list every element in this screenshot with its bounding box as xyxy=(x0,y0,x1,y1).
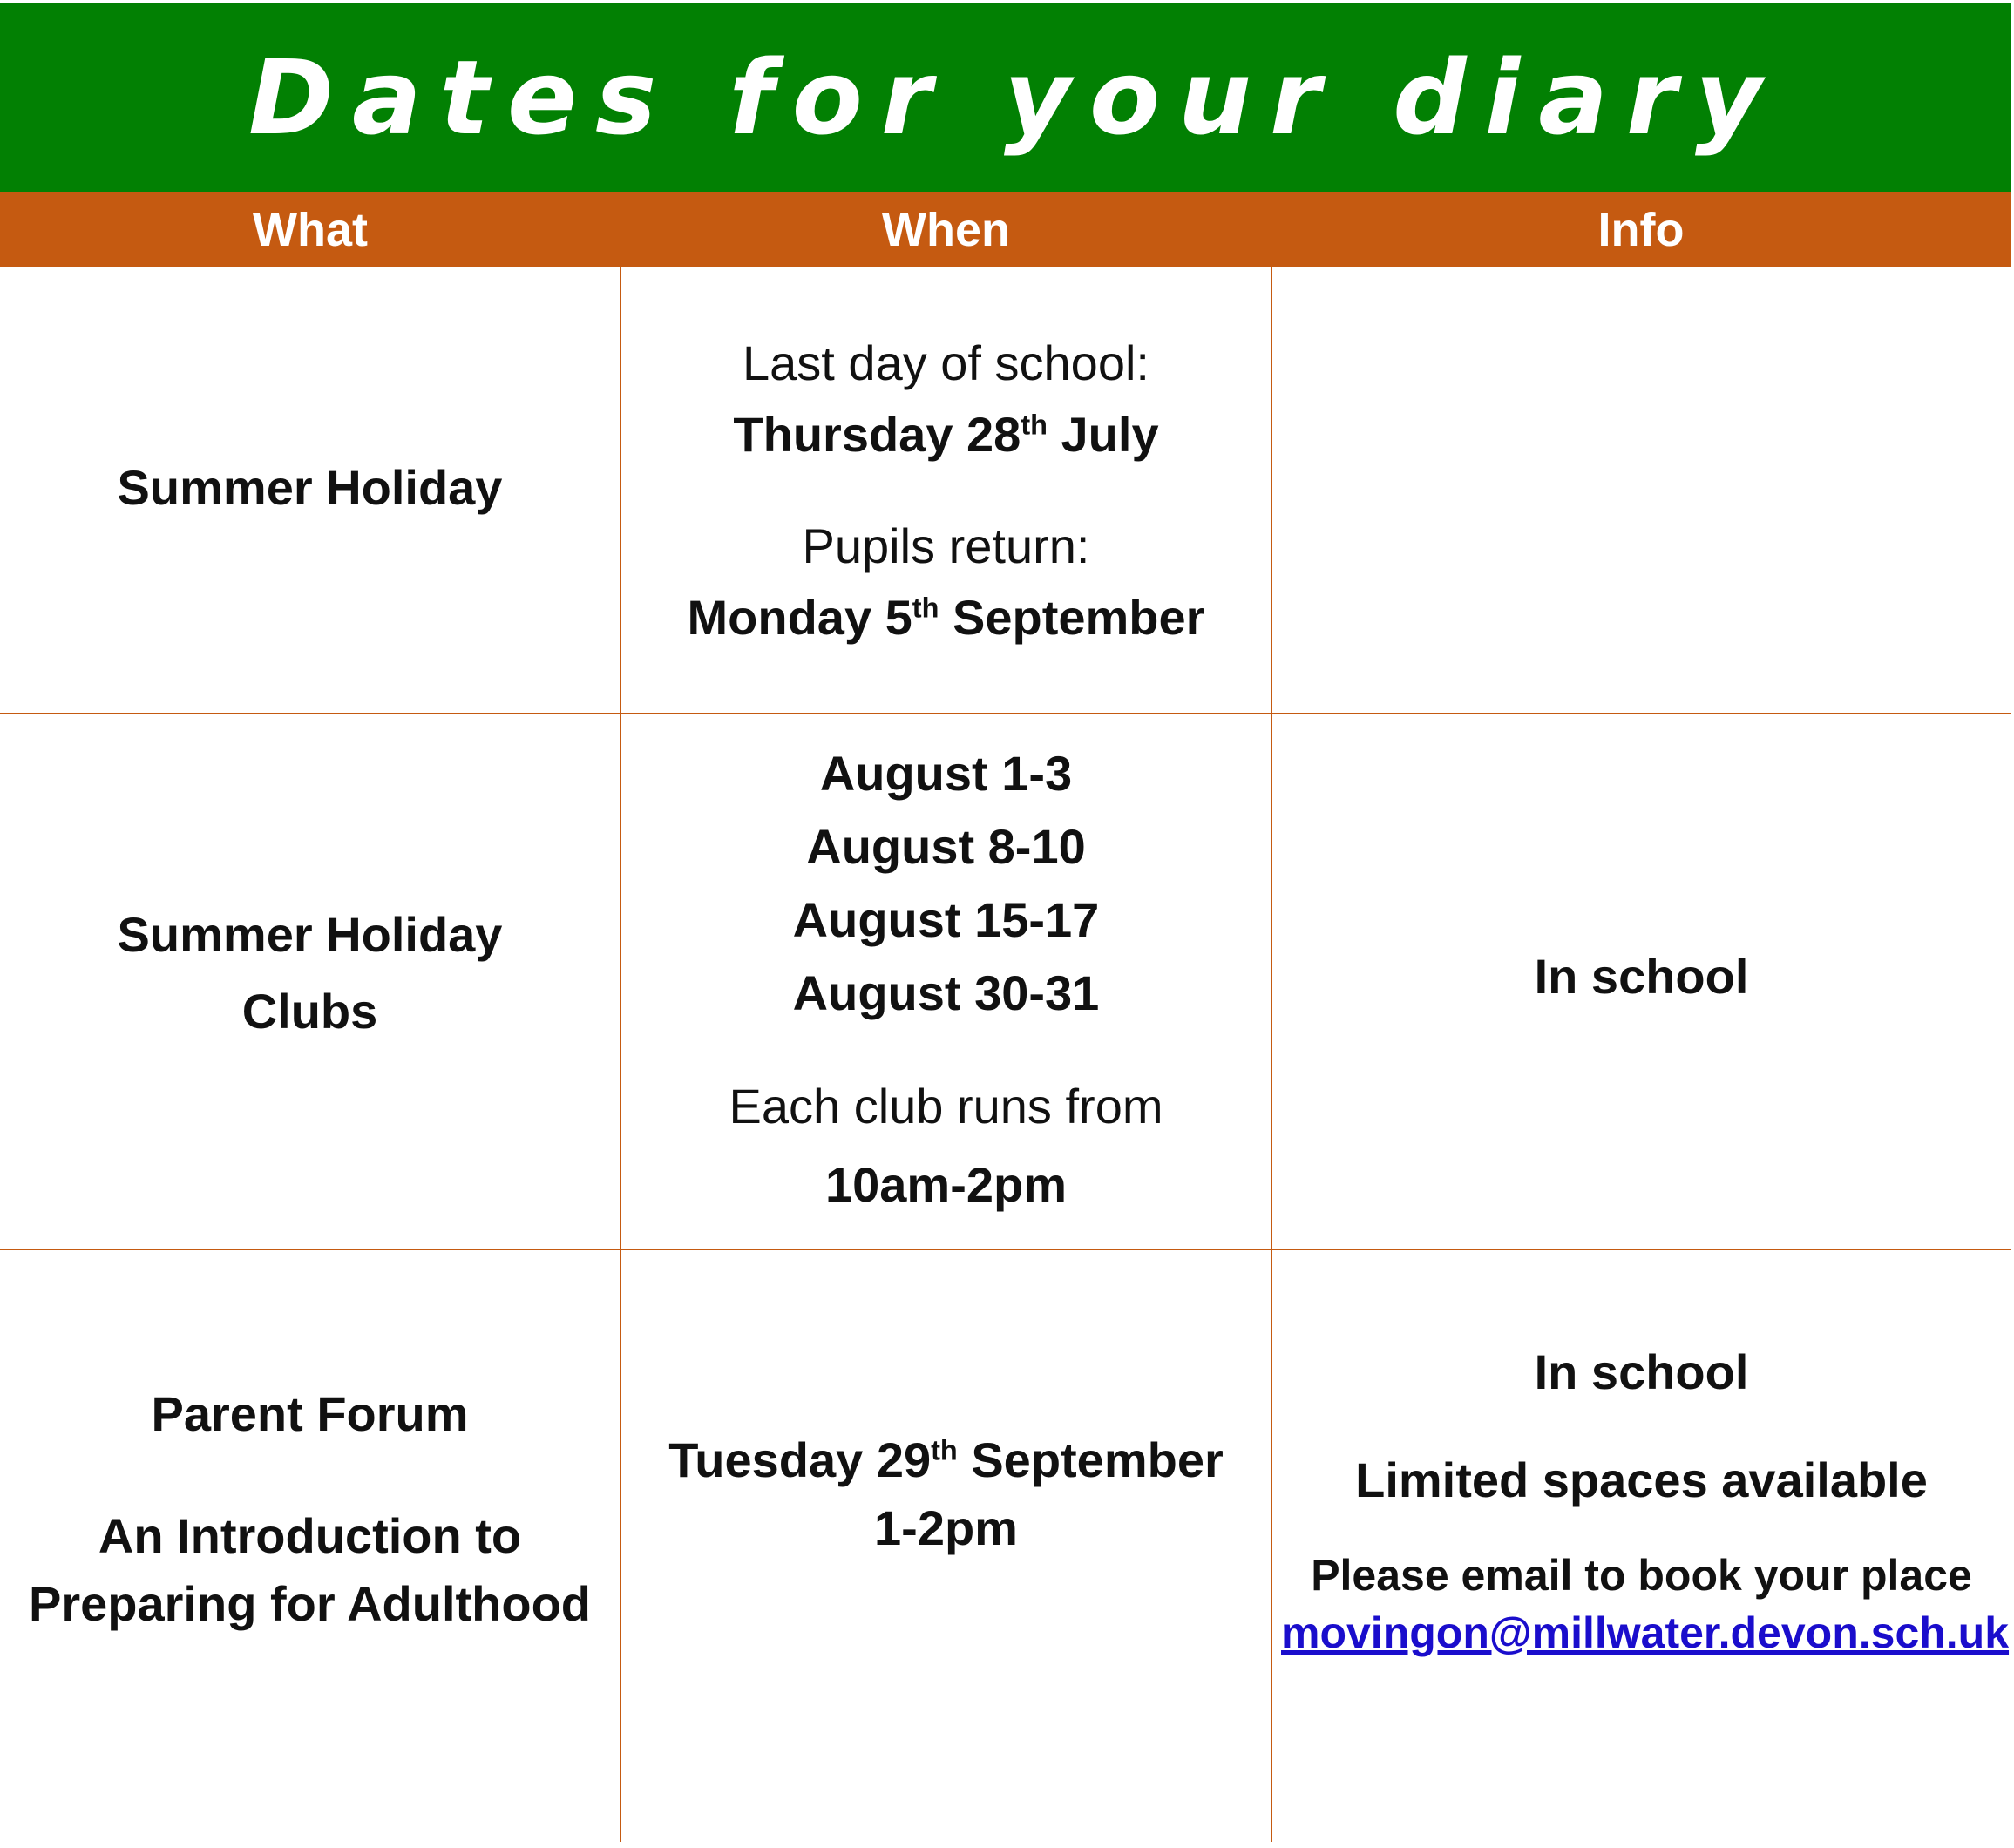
column-header-info: Info xyxy=(1597,203,1685,256)
what-cell xyxy=(0,714,620,1249)
column-header-what: What xyxy=(253,203,368,256)
title-banner xyxy=(0,3,2011,192)
forum-time: 1-2pm xyxy=(874,1499,1018,1555)
last-day-date: Thursday 28th July xyxy=(733,406,1159,462)
when-cell xyxy=(620,1249,1271,1842)
event-name: Parent Forum xyxy=(151,1385,469,1441)
location: In school xyxy=(1534,949,1749,1004)
club-date: August 30-31 xyxy=(792,965,1100,1020)
event-name: Summer Holiday xyxy=(117,906,503,962)
when-cell xyxy=(620,267,1271,714)
column-header-when: When xyxy=(882,203,1010,256)
what-cell xyxy=(0,1249,620,1842)
event-subtitle: An Introduction to xyxy=(98,1507,522,1563)
page-title: Dates for your diary xyxy=(248,37,1780,158)
email-link[interactable]: movingon@millwater.devon.sch.uk xyxy=(1281,1608,2010,1657)
availability: Limited spaces available xyxy=(1355,1452,1928,1507)
event-name: Clubs xyxy=(241,983,378,1039)
info-cell xyxy=(1271,1249,2011,1842)
what-cell xyxy=(0,267,620,714)
table-row xyxy=(0,714,2011,1249)
booking-instructions: Please email to book your place xyxy=(1311,1550,1972,1600)
table-row xyxy=(0,1249,2011,1842)
club-date: August 15-17 xyxy=(792,891,1100,947)
forum-date: Tuesday 29th September xyxy=(668,1432,1224,1487)
event-subtitle: Preparing for Adulthood xyxy=(29,1575,591,1631)
table-header xyxy=(0,192,2011,267)
diary-table xyxy=(0,267,2011,1842)
last-day-label: Last day of school: xyxy=(743,335,1149,390)
info-cell xyxy=(1271,267,2011,714)
table-row xyxy=(0,267,2011,714)
return-date: Monday 5th September xyxy=(687,589,1205,645)
club-date: August 1-3 xyxy=(819,745,1073,801)
when-cell xyxy=(620,714,1271,1249)
club-date: August 8-10 xyxy=(806,818,1086,874)
return-label: Pupils return: xyxy=(802,518,1090,573)
location: In school xyxy=(1534,1344,1749,1399)
info-cell xyxy=(1271,714,2011,1249)
club-hours: 10am-2pm xyxy=(824,1156,1068,1212)
event-name: Summer Holiday xyxy=(117,460,503,515)
club-hours-label: Each club runs from xyxy=(729,1078,1163,1134)
